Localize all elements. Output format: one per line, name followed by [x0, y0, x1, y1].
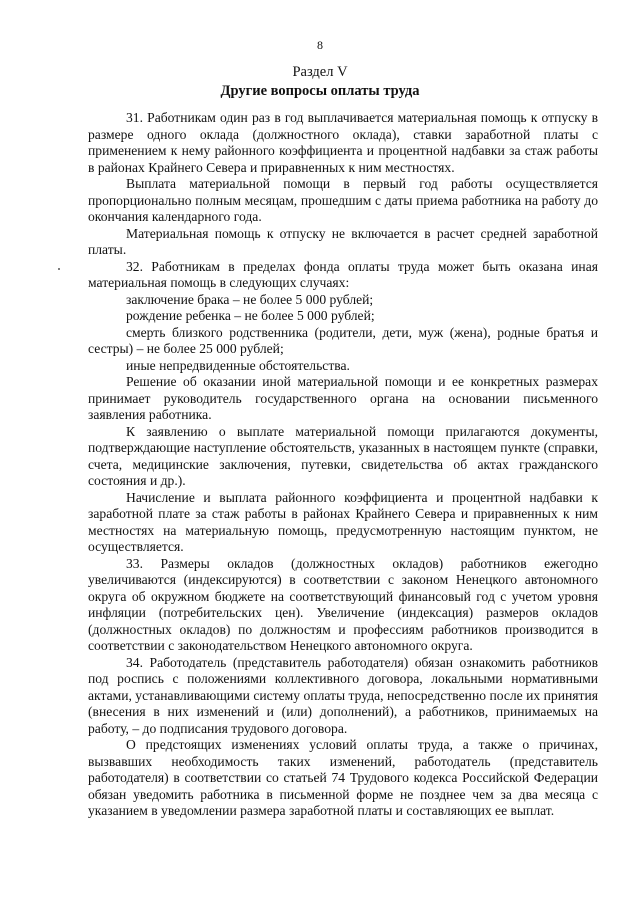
paragraph: О предстоящих изменениях условий оплаты труда, а также о причинах, вызвавших необходимость таких изменений, работодатель (представитель работодателя) в соответствии со статьей 74 Трудового кодекса Российской Федерации обязан уведомить работника в письменной форме не позднее чем за два месяца с указанием в уведомлении размера заработной платы и составляющих ее выплат. [88, 737, 598, 818]
page-number: 8 [317, 38, 323, 52]
list-item: смерть близкого родственника (родители, дети, муж (жена), родные братья и сестры) – не более 25 000 рублей; [88, 324, 598, 356]
document-body [88, 110, 598, 820]
paragraph-34: 34. Работодатель (представитель работодателя) обязан ознакомить работников под роспись с положениями коллективного договора, локальными нормативными актами, устанавливающими систему оплаты труда, непосредственно после их принятия (внесения в них изменений и (или) дополнений), а работников, принимаемых на работу, – до подписания трудового договора. [88, 654, 598, 736]
paragraph-32: 32. Работникам в пределах фонда оплаты труда может быть оказана иная материальная помощь в следующих случаях: [88, 258, 598, 290]
paragraph: Материальная помощь к отпуску не включается в расчет средней заработной платы. [88, 225, 598, 257]
paragraph-31: 31. Работникам один раз в год выплачивается материальная помощь к отпуску в размере одного оклада (должностного оклада), ставки заработной платы с применением к нему районного коэффициента и процентной надбавки за стаж работы в районах Крайнего Севера и приравненных к ним местностях. [88, 110, 598, 175]
list-item: заключение брака – не более 5 000 рублей; [126, 291, 374, 307]
paragraph: Начисление и выплата районного коэффициента и процентной надбавки к заработной плате за стаж работы в районах Крайнего Севера и приравненных к ним местностях на материальную помощь, предусмотренную настоящим пунктом, не осуществляется. [88, 489, 598, 554]
paragraph: К заявлению о выплате материальной помощи прилагаются документы, подтверждающие наступление обстоятельств, указанных в настоящем пункте (справки, счета, медицинские заключения, путевки, свидетельства об актах гражданского состояния и др.). [88, 423, 598, 488]
paragraph: Решение об оказании иной материальной помощи и ее конкретных размерах принимает руководитель государственного органа на основании письменного заявления работника. [88, 374, 598, 422]
list-item: рождение ребенка – не более 5 000 рублей; [126, 308, 375, 323]
paragraph: Выплата материальной помощи в первый год работы осуществляется пропорционально полным месяцам, прошедшим с даты приема работника на работу до окончания календарного года. [88, 176, 598, 224]
paragraph-33: 33. Размеры окладов (должностных окладов) работников ежегодно увеличиваются (индексируются) в соответствии с законом Ненецкого автономного округа об окружном бюджете на соответствующий финансовый год с учетом уровня инфляции (потребительских цен). Увеличение (индексация) размеров окладов (должностных окладов) по должностям и профессиям работников производится в соответствии с законодательством Ненецкого автономного округа. [88, 555, 598, 653]
section-label: Раздел V [292, 64, 348, 80]
list-item: иные непредвиденные обстоятельства. [126, 357, 350, 373]
section-title: Другие вопросы оплаты труда [220, 83, 420, 99]
scan-speck [58, 268, 60, 270]
